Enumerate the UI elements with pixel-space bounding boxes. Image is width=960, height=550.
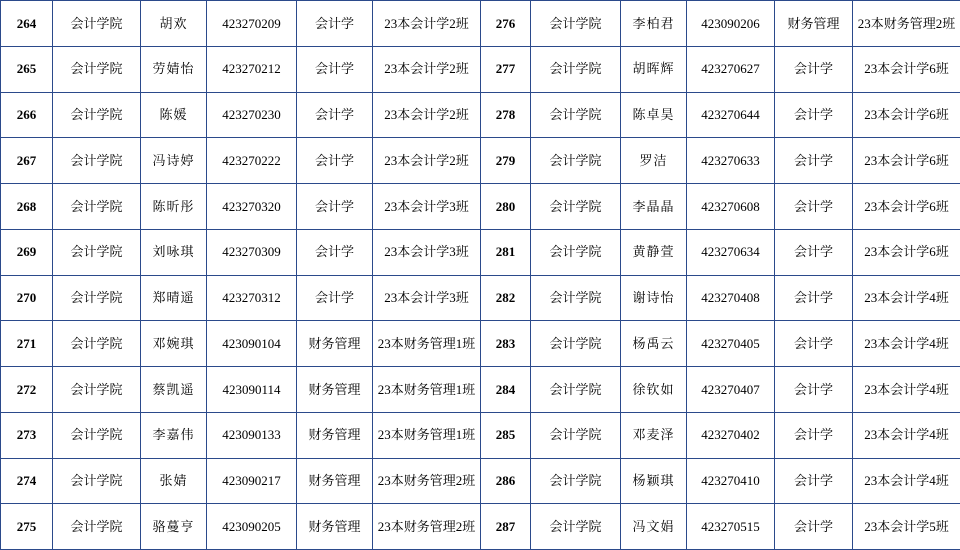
cell-no: 276 — [481, 1, 531, 47]
cell-college: 会计学院 — [531, 458, 621, 504]
cell-class: 23本会计学4班 — [853, 275, 960, 321]
table-row — [481, 412, 960, 458]
cell-class: 23本会计学4班 — [853, 321, 960, 367]
roster-right-half — [480, 0, 960, 550]
table-row — [481, 367, 960, 413]
table-row — [481, 321, 960, 367]
cell-college: 会计学院 — [531, 46, 621, 92]
cell-class: 23本会计学4班 — [853, 367, 960, 413]
cell-student-code: 423270212 — [207, 46, 297, 92]
cell-class: 23本会计学4班 — [853, 458, 960, 504]
cell-major: 会计学 — [775, 275, 853, 321]
cell-no: 273 — [1, 412, 53, 458]
table-row — [481, 229, 960, 275]
cell-student-code: 423270608 — [687, 184, 775, 230]
cell-student-code: 423090114 — [207, 367, 297, 413]
roster-right-body — [481, 1, 960, 550]
cell-name: 陈媛 — [141, 92, 207, 138]
cell-major: 财务管理 — [297, 504, 373, 550]
cell-major: 会计学 — [775, 504, 853, 550]
cell-no: 283 — [481, 321, 531, 367]
cell-major: 会计学 — [775, 458, 853, 504]
cell-class: 23本会计学5班 — [853, 504, 960, 550]
table-row — [1, 46, 481, 92]
cell-student-code: 423270320 — [207, 184, 297, 230]
cell-name: 徐钦如 — [621, 367, 687, 413]
cell-no: 270 — [1, 275, 53, 321]
cell-class: 23本会计学4班 — [853, 412, 960, 458]
cell-major: 财务管理 — [297, 367, 373, 413]
table-row — [1, 92, 481, 138]
cell-major: 财务管理 — [775, 1, 853, 47]
cell-college: 会计学院 — [53, 138, 141, 184]
cell-name: 李柏君 — [621, 1, 687, 47]
cell-no: 269 — [1, 229, 53, 275]
cell-no: 280 — [481, 184, 531, 230]
cell-major: 会计学 — [297, 184, 373, 230]
cell-student-code: 423090205 — [207, 504, 297, 550]
cell-name: 邓婉琪 — [141, 321, 207, 367]
cell-name: 冯文娟 — [621, 504, 687, 550]
cell-college: 会计学院 — [531, 321, 621, 367]
table-row — [481, 275, 960, 321]
cell-no: 277 — [481, 46, 531, 92]
cell-college: 会计学院 — [531, 184, 621, 230]
table-row — [481, 184, 960, 230]
cell-class: 23本财务管理2班 — [853, 1, 960, 47]
cell-college: 会计学院 — [531, 138, 621, 184]
cell-class: 23本会计学6班 — [853, 92, 960, 138]
table-row — [1, 138, 481, 184]
cell-name: 骆蔓亨 — [141, 504, 207, 550]
cell-major: 财务管理 — [297, 321, 373, 367]
cell-class: 23本会计学2班 — [373, 138, 481, 184]
table-row — [481, 46, 960, 92]
cell-name: 劳婧怡 — [141, 46, 207, 92]
cell-student-code: 423090133 — [207, 412, 297, 458]
cell-class: 23本会计学2班 — [373, 46, 481, 92]
cell-class: 23本会计学6班 — [853, 46, 960, 92]
cell-name: 刘咏琪 — [141, 229, 207, 275]
table-row — [1, 412, 481, 458]
cell-no: 285 — [481, 412, 531, 458]
cell-college: 会计学院 — [531, 504, 621, 550]
roster-left-body — [1, 1, 481, 550]
cell-student-code: 423270222 — [207, 138, 297, 184]
cell-major: 会计学 — [297, 138, 373, 184]
cell-no: 287 — [481, 504, 531, 550]
cell-student-code: 423090217 — [207, 458, 297, 504]
cell-no: 275 — [1, 504, 53, 550]
table-row — [481, 92, 960, 138]
cell-student-code: 423270209 — [207, 1, 297, 47]
cell-college: 会计学院 — [531, 275, 621, 321]
cell-college: 会计学院 — [53, 275, 141, 321]
cell-name: 邓麦泽 — [621, 412, 687, 458]
cell-no: 284 — [481, 367, 531, 413]
cell-name: 李嘉伟 — [141, 412, 207, 458]
cell-class: 23本会计学6班 — [853, 184, 960, 230]
cell-class: 23本会计学2班 — [373, 92, 481, 138]
table-row — [1, 458, 481, 504]
cell-major: 会计学 — [297, 229, 373, 275]
table-row — [1, 184, 481, 230]
cell-college: 会计学院 — [531, 92, 621, 138]
cell-no: 272 — [1, 367, 53, 413]
cell-college: 会计学院 — [531, 1, 621, 47]
cell-no: 268 — [1, 184, 53, 230]
table-row — [1, 229, 481, 275]
cell-name: 杨禹云 — [621, 321, 687, 367]
cell-no: 281 — [481, 229, 531, 275]
table-row — [1, 504, 481, 550]
cell-student-code: 423270634 — [687, 229, 775, 275]
cell-college: 会计学院 — [53, 1, 141, 47]
table-row — [481, 1, 960, 47]
cell-name: 陈卓昊 — [621, 92, 687, 138]
cell-class: 23本财务管理2班 — [373, 504, 481, 550]
cell-student-code: 423270230 — [207, 92, 297, 138]
cell-name: 李晶晶 — [621, 184, 687, 230]
cell-class: 23本会计学6班 — [853, 138, 960, 184]
cell-major: 会计学 — [775, 138, 853, 184]
cell-name: 黄静萱 — [621, 229, 687, 275]
cell-name: 郑晴遥 — [141, 275, 207, 321]
cell-student-code: 423090104 — [207, 321, 297, 367]
cell-college: 会计学院 — [53, 92, 141, 138]
cell-college: 会计学院 — [53, 504, 141, 550]
cell-student-code: 423270627 — [687, 46, 775, 92]
cell-major: 会计学 — [775, 321, 853, 367]
cell-major: 会计学 — [775, 184, 853, 230]
table-row — [481, 504, 960, 550]
cell-no: 286 — [481, 458, 531, 504]
cell-college: 会计学院 — [53, 458, 141, 504]
cell-no: 267 — [1, 138, 53, 184]
cell-student-code: 423270312 — [207, 275, 297, 321]
cell-college: 会计学院 — [53, 184, 141, 230]
cell-name: 张婧 — [141, 458, 207, 504]
cell-major: 会计学 — [297, 92, 373, 138]
cell-no: 271 — [1, 321, 53, 367]
cell-major: 会计学 — [297, 275, 373, 321]
cell-class: 23本会计学3班 — [373, 275, 481, 321]
cell-student-code: 423270644 — [687, 92, 775, 138]
cell-college: 会计学院 — [53, 412, 141, 458]
cell-student-code: 423270633 — [687, 138, 775, 184]
cell-class: 23本财务管理1班 — [373, 412, 481, 458]
cell-student-code: 423270309 — [207, 229, 297, 275]
cell-student-code: 423270407 — [687, 367, 775, 413]
cell-major: 会计学 — [775, 46, 853, 92]
cell-major: 会计学 — [775, 92, 853, 138]
cell-no: 264 — [1, 1, 53, 47]
cell-class: 23本财务管理1班 — [373, 321, 481, 367]
cell-class: 23本会计学2班 — [373, 1, 481, 47]
cell-student-code: 423270515 — [687, 504, 775, 550]
cell-student-code: 423270408 — [687, 275, 775, 321]
cell-major: 会计学 — [775, 367, 853, 413]
table-row — [1, 1, 481, 47]
table-row — [1, 367, 481, 413]
table-row — [481, 458, 960, 504]
cell-name: 冯诗婷 — [141, 138, 207, 184]
table-row — [481, 138, 960, 184]
cell-major: 会计学 — [775, 229, 853, 275]
cell-college: 会计学院 — [53, 321, 141, 367]
cell-name: 陈昕彤 — [141, 184, 207, 230]
cell-no: 279 — [481, 138, 531, 184]
cell-college: 会计学院 — [53, 367, 141, 413]
cell-name: 罗洁 — [621, 138, 687, 184]
table-row — [1, 321, 481, 367]
cell-major: 会计学 — [297, 46, 373, 92]
cell-college: 会计学院 — [531, 412, 621, 458]
cell-student-code: 423090206 — [687, 1, 775, 47]
cell-class: 23本会计学3班 — [373, 229, 481, 275]
cell-no: 266 — [1, 92, 53, 138]
cell-no: 282 — [481, 275, 531, 321]
cell-no: 274 — [1, 458, 53, 504]
table-row — [1, 275, 481, 321]
cell-student-code: 423270402 — [687, 412, 775, 458]
cell-student-code: 423270405 — [687, 321, 775, 367]
cell-major: 财务管理 — [297, 412, 373, 458]
cell-college: 会计学院 — [53, 229, 141, 275]
roster-table-right — [480, 0, 960, 550]
cell-name: 谢诗怡 — [621, 275, 687, 321]
cell-college: 会计学院 — [531, 229, 621, 275]
cell-major: 会计学 — [775, 412, 853, 458]
cell-major: 财务管理 — [297, 458, 373, 504]
cell-name: 杨颖琪 — [621, 458, 687, 504]
cell-no: 265 — [1, 46, 53, 92]
cell-class: 23本财务管理2班 — [373, 458, 481, 504]
cell-student-code: 423270410 — [687, 458, 775, 504]
cell-college: 会计学院 — [531, 367, 621, 413]
cell-class: 23本会计学3班 — [373, 184, 481, 230]
cell-no: 278 — [481, 92, 531, 138]
cell-name: 胡欢 — [141, 1, 207, 47]
cell-name: 蔡凯遥 — [141, 367, 207, 413]
cell-class: 23本会计学6班 — [853, 229, 960, 275]
cell-college: 会计学院 — [53, 46, 141, 92]
cell-name: 胡晖辉 — [621, 46, 687, 92]
cell-major: 会计学 — [297, 1, 373, 47]
cell-class: 23本财务管理1班 — [373, 367, 481, 413]
